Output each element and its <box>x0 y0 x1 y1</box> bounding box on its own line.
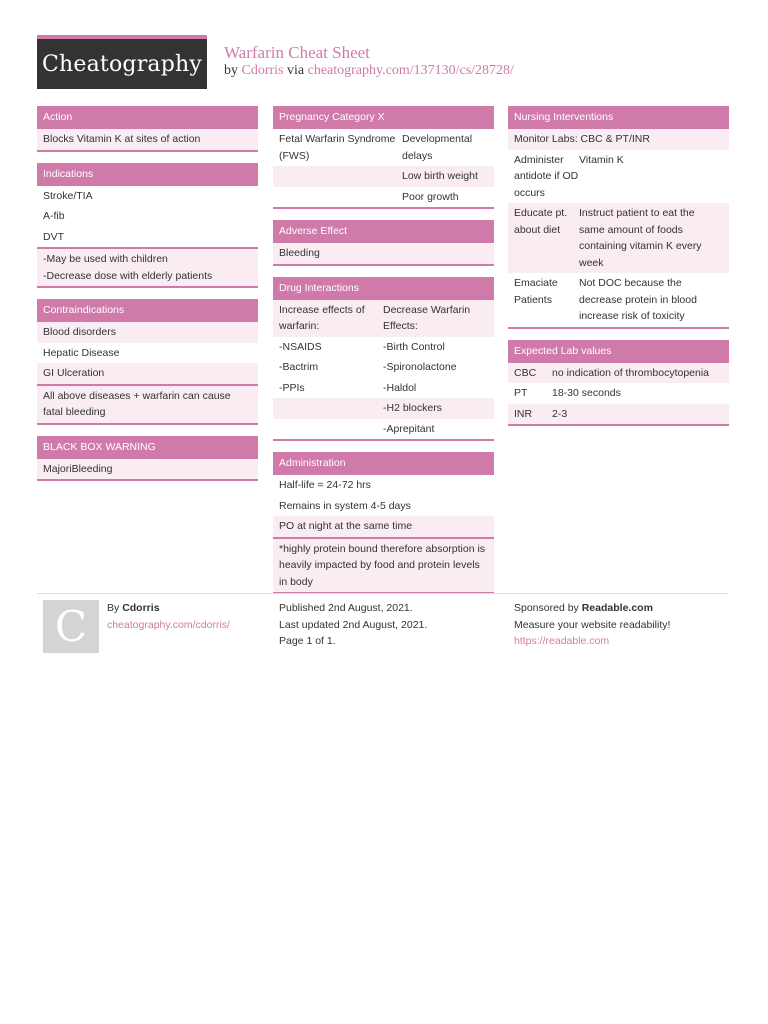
list-item: Hepatic Disease <box>43 346 120 359</box>
table-row <box>273 129 494 166</box>
list-item: Monitor Labs: CBC & PT/INR <box>508 129 729 150</box>
table-cell-key: Increase effects of warfarin: <box>279 303 365 332</box>
sheet-url-link[interactable]: cheatography.com/137130/cs/28728/ <box>307 63 514 78</box>
column-3 <box>508 106 729 437</box>
table-cell-value: -Haldol <box>383 381 417 394</box>
footer-dates <box>279 600 427 650</box>
list-item: Blood disorders <box>37 322 258 343</box>
table-cell-value: Developmental delays <box>402 133 473 162</box>
table-cell-value: -Birth Control <box>383 340 445 353</box>
table-cell-key <box>279 168 402 185</box>
author-avatar[interactable]: C <box>43 600 99 653</box>
table-row <box>273 378 494 399</box>
table-cell-key: INR <box>514 407 533 420</box>
table-row <box>508 363 729 384</box>
table-cell-value: -Spironolactone <box>383 361 457 373</box>
list-item: DVT <box>37 227 258 250</box>
list-item: PO at night at the same time <box>273 516 494 539</box>
via-label: via <box>287 63 305 78</box>
footer-divider <box>37 593 728 594</box>
table-row <box>273 419 494 440</box>
section-header: Indications <box>37 163 258 186</box>
section-header: Pregnancy Category X <box>273 106 494 129</box>
list-item: All above diseases + warfarin can cause fatal bleeding <box>37 386 258 423</box>
list-item: -May be used with children -Decrease dose with elderly patients <box>37 249 258 286</box>
section-black-box-warning <box>37 436 258 482</box>
column-2 <box>273 106 494 605</box>
section-header: Nursing Interventions <box>508 106 729 129</box>
section-action <box>37 106 258 152</box>
table-row <box>273 398 494 419</box>
section-expected-lab-values <box>508 340 729 427</box>
footer-author <box>107 600 230 633</box>
table-cell-key: CBC <box>514 366 537 379</box>
section-header: Contraindications <box>37 299 258 322</box>
table-cell-value: -H2 blockers <box>383 402 442 414</box>
table-cell-key: -NSAIDS <box>279 340 322 353</box>
table-cell-value: Not DOC because the decrease protein in blood increase risk of toxicity <box>579 277 697 322</box>
table-cell-key: -PPIs <box>279 381 305 394</box>
sponsor-link[interactable]: https://readable.com <box>514 635 610 647</box>
table-row <box>273 337 494 358</box>
table-row <box>508 273 729 327</box>
section-header: Drug Interactions <box>273 277 494 300</box>
by-label: By <box>107 602 120 614</box>
table-row <box>508 383 729 404</box>
table-cell-key <box>279 189 402 206</box>
cheatography-logo[interactable]: Cheatography <box>37 35 207 89</box>
table-cell-value: Vitamin K <box>579 153 624 166</box>
footer-author-link[interactable]: cheatography.com/cdorris/ <box>107 618 230 631</box>
by-label: by <box>224 63 238 78</box>
byline <box>224 63 514 79</box>
table-cell-key: PT <box>514 387 528 399</box>
table-cell-key: Fetal Warfarin Syndrome (FWS) <box>279 133 396 162</box>
table-row <box>508 404 729 425</box>
published-date: Published 2nd August, 2021. <box>279 602 413 614</box>
table-cell-key: -Bactrim <box>279 361 319 373</box>
column-1 <box>37 106 258 492</box>
table-cell-value: no indication of thrombocytopenia <box>552 366 710 379</box>
section-header: BLACK BOX WARNING <box>37 436 258 459</box>
table-cell-key <box>279 421 383 438</box>
list-item: Bleeding <box>273 243 494 264</box>
table-cell-value: 18-30 seconds <box>552 387 621 399</box>
table-row <box>273 300 494 337</box>
list-item: Remains in system 4-5 days <box>279 499 411 512</box>
table-cell-value: Instruct patient to eat the same amount of foods containing vitamin K every week <box>579 207 702 269</box>
section-nursing-interventions <box>508 106 729 329</box>
section-administration <box>273 452 494 594</box>
section-header: Adverse Effect <box>273 220 494 243</box>
list-item: Stroke/TIA <box>43 189 93 202</box>
table-cell-value: Decrease Warfarin Effects: <box>383 303 471 332</box>
sponsor-tagline: Measure your website readability! <box>514 618 671 631</box>
section-pregnancy-category <box>273 106 494 209</box>
section-contraindications <box>37 299 258 425</box>
table-cell-value: Low birth weight <box>402 170 478 182</box>
list-item: MajoriBleeding <box>37 459 258 480</box>
footer-sponsor <box>514 600 670 650</box>
author-link[interactable]: Cdorris <box>241 63 284 78</box>
table-row <box>508 203 729 273</box>
table-cell-key: Educate pt. about diet <box>514 207 568 236</box>
page-count: Page 1 of 1. <box>279 635 336 647</box>
section-header: Administration <box>273 452 494 475</box>
list-item: Blocks Vitamin K at sites of action <box>37 129 258 150</box>
sponsored-label: Sponsored by <box>514 602 579 614</box>
section-adverse-effect <box>273 220 494 266</box>
updated-date: Last updated 2nd August, 2021. <box>279 618 428 631</box>
table-cell-value: 2-3 <box>552 407 568 420</box>
footer-author-name[interactable]: Cdorris <box>122 602 160 614</box>
section-header: Action <box>37 106 258 129</box>
list-item: Half-life = 24-72 hrs <box>279 479 371 491</box>
list-item: GI Ulceration <box>37 363 258 386</box>
section-header: Expected Lab values <box>508 340 729 363</box>
list-item: *highly protein bound therefore absorption is heavily impacted by food and protein levels in body <box>273 539 494 593</box>
page-title: Warfarin Cheat Sheet <box>224 43 370 62</box>
section-indications <box>37 163 258 289</box>
table-cell-value: -Aprepitant <box>383 422 435 435</box>
table-row <box>508 150 729 204</box>
table-cell-key <box>279 400 383 417</box>
table-row <box>273 187 494 208</box>
section-drug-interactions <box>273 277 494 442</box>
list-item: A-fib <box>43 210 65 222</box>
table-cell-key: Administer antidote if OD occurs <box>514 153 579 199</box>
table-cell-value: Poor growth <box>402 190 459 203</box>
sponsor-name[interactable]: Readable.com <box>581 602 653 614</box>
table-row <box>273 166 494 187</box>
table-row <box>273 357 494 378</box>
table-cell-key: Emaciate Patients <box>514 277 558 306</box>
